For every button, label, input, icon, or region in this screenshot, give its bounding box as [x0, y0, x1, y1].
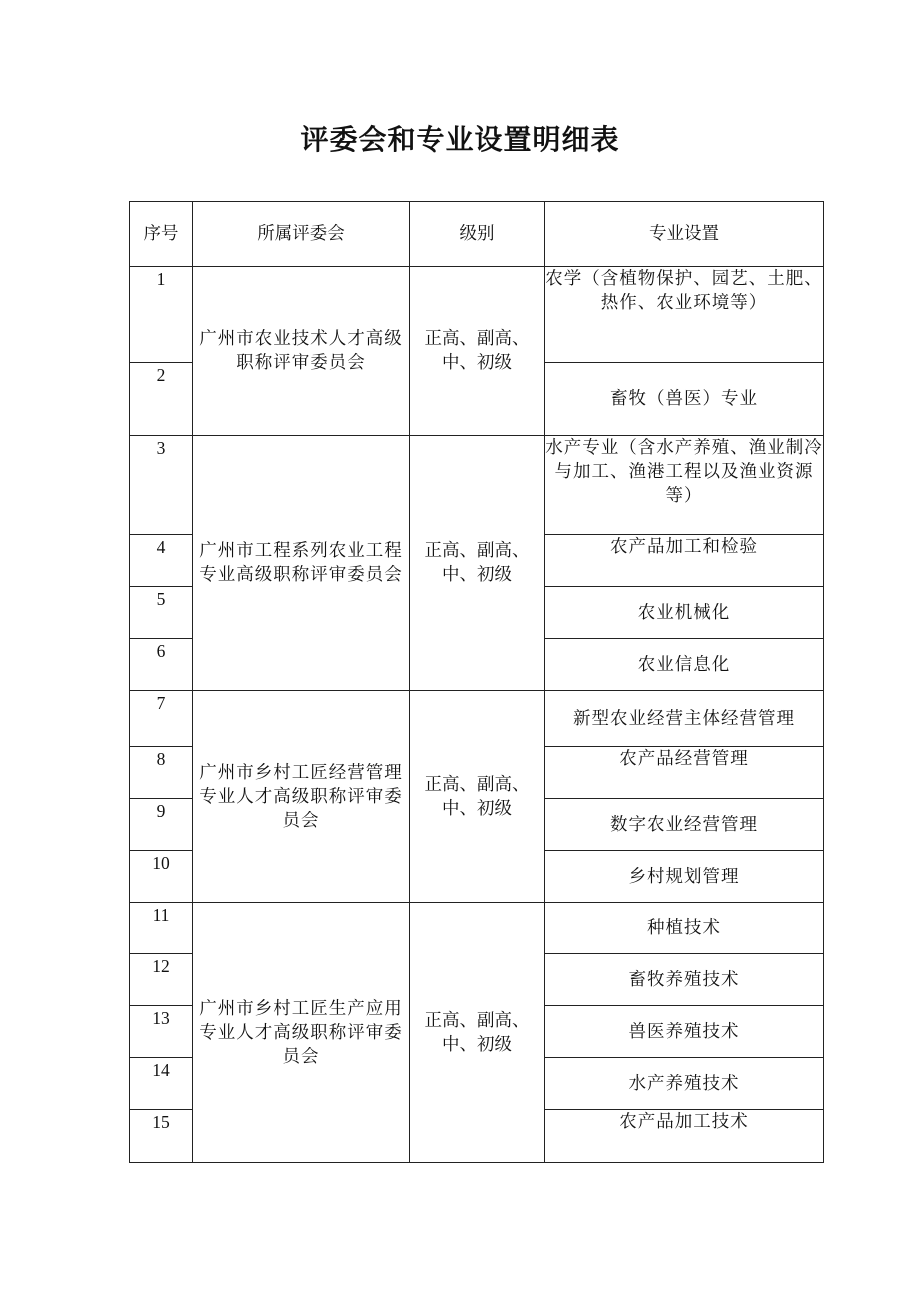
header-major: 专业设置: [545, 202, 824, 267]
major-cell: 农产品加工和检验: [545, 535, 824, 587]
seq-cell: 11: [130, 903, 193, 954]
major-cell: 兽医养殖技术: [545, 1006, 824, 1058]
header-level: 级别: [410, 202, 545, 267]
major-cell: 农学（含植物保护、园艺、土肥、热作、农业环境等）: [545, 267, 824, 363]
major-cell: 水产养殖技术: [545, 1058, 824, 1110]
seq-cell: 3: [130, 436, 193, 535]
seq-cell: 12: [130, 954, 193, 1006]
table-row: [130, 903, 824, 954]
table-row: [130, 436, 824, 535]
seq-cell: 4: [130, 535, 193, 587]
major-cell: 农业信息化: [545, 639, 824, 691]
major-cell: 农业机械化: [545, 587, 824, 639]
header-committee: 所属评委会: [193, 202, 410, 267]
major-cell: 数字农业经营管理: [545, 799, 824, 851]
committee-cell: 广州市农业技术人才高级职称评审委员会: [193, 267, 410, 436]
table-row: [130, 267, 824, 363]
major-cell: 畜牧养殖技术: [545, 954, 824, 1006]
major-cell: 农产品加工技术: [545, 1110, 824, 1163]
table-header-row: [130, 202, 824, 267]
major-cell: 乡村规划管理: [545, 851, 824, 903]
seq-cell: 13: [130, 1006, 193, 1058]
committee-cell: 广州市乡村工匠生产应用专业人才高级职称评审委员会: [193, 903, 410, 1163]
committee-cell: 广州市工程系列农业工程专业高级职称评审委员会: [193, 436, 410, 691]
major-cell: 农产品经营管理: [545, 747, 824, 799]
level-cell: 正高、副高、中、初级: [410, 436, 545, 691]
committee-major-table: [129, 201, 824, 1163]
level-cell: 正高、副高、中、初级: [410, 903, 545, 1163]
major-cell: 种植技术: [545, 903, 824, 954]
page-title: 评委会和专业设置明细表: [300, 123, 620, 156]
seq-cell: 7: [130, 691, 193, 747]
major-cell: 新型农业经营主体经营管理: [545, 691, 824, 747]
seq-cell: 2: [130, 363, 193, 436]
seq-cell: 6: [130, 639, 193, 691]
seq-cell: 15: [130, 1110, 193, 1163]
seq-cell: 1: [130, 267, 193, 363]
major-cell: 畜牧（兽医）专业: [545, 363, 824, 436]
level-cell: 正高、副高、中、初级: [410, 267, 545, 436]
header-seq: 序号: [130, 202, 193, 267]
seq-cell: 5: [130, 587, 193, 639]
committee-cell: 广州市乡村工匠经营管理专业人才高级职称评审委员会: [193, 691, 410, 903]
major-cell: 水产专业（含水产养殖、渔业制冷与加工、渔港工程以及渔业资源等）: [545, 436, 824, 535]
seq-cell: 14: [130, 1058, 193, 1110]
seq-cell: 9: [130, 799, 193, 851]
level-cell: 正高、副高、中、初级: [410, 691, 545, 903]
table-row: [130, 691, 824, 747]
seq-cell: 10: [130, 851, 193, 903]
seq-cell: 8: [130, 747, 193, 799]
